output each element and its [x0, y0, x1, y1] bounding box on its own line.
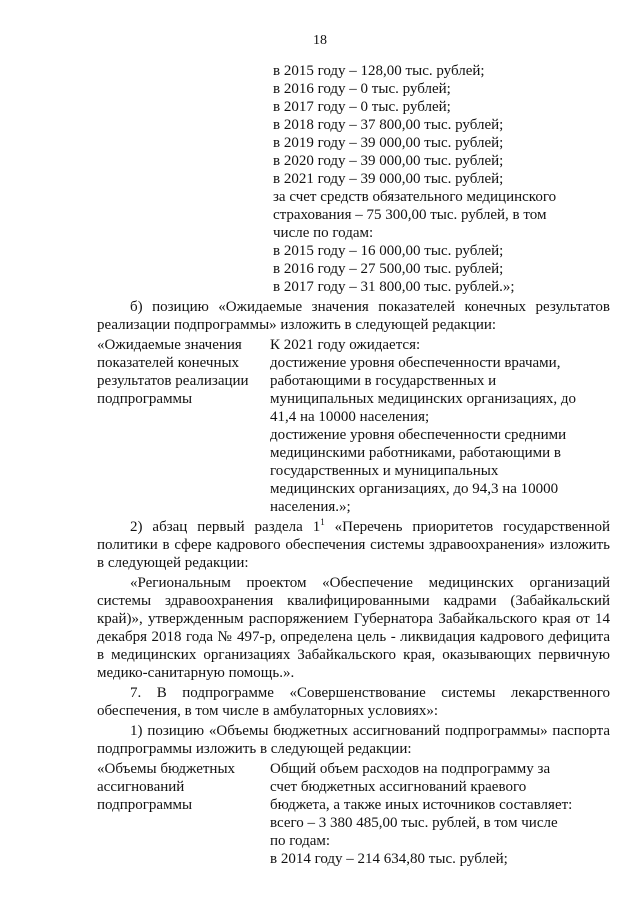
funding-line: в 2018 году – 37 800,00 тыс. рублей;: [273, 117, 504, 133]
paragraph-line: медико-санитарную помощь.».: [97, 665, 295, 681]
table-value-line: счет бюджетных ассигнований краевого: [270, 779, 527, 795]
table-value-line: достижение уровня обеспеченности врачами,: [270, 355, 561, 371]
funding-line: в 2020 году – 39 000,00 тыс. рублей;: [273, 153, 504, 169]
funding-line: в 2017 году – 31 800,00 тыс. рублей.»;: [273, 279, 515, 295]
paragraph-line: декабря 2018 года № 497-р, определена цель - ликвидация кадрового дефицита: [97, 629, 610, 645]
table-value-line: работающими в государственных и: [270, 373, 497, 389]
paragraph-line: «Региональным проектом «Обеспечение медицинских организаций: [130, 575, 610, 591]
paragraph-line: политики в сфере кадрового обеспечения системы здравоохранения» изложить: [97, 537, 610, 553]
table-value-line: К 2021 году ожидается:: [270, 337, 421, 353]
funding-line: в 2019 году – 39 000,00 тыс. рублей;: [273, 135, 504, 151]
table-label-line: «Ожидаемые значения: [97, 337, 242, 353]
paragraph-line: обеспечения, в том числе в амбулаторных условиях»:: [97, 703, 439, 719]
table-value-line: достижение уровня обеспеченности средними: [270, 427, 567, 443]
paragraph-line: в следующей редакции:: [97, 555, 249, 571]
superscript: 1: [320, 518, 325, 527]
funding-line: страхования – 75 300,00 тыс. рублей, в том: [273, 207, 547, 223]
table-value-line: Общий объем расходов на подпрограмму за: [270, 761, 551, 777]
funding-line: в 2016 году – 27 500,00 тыс. рублей;: [273, 261, 504, 277]
table-value-line: всего – 3 380 485,00 тыс. рублей, в том числе: [270, 815, 558, 831]
paragraph-line: б) позицию «Ожидаемые значения показателей конечных результатов: [130, 299, 610, 315]
table-label-line: подпрограммы: [97, 391, 193, 407]
funding-line: числе по годам:: [273, 225, 374, 241]
funding-line: в 2015 году – 16 000,00 тыс. рублей;: [273, 243, 504, 259]
funding-line: в 2016 году – 0 тыс. рублей;: [273, 81, 451, 97]
paragraph-line: системы здравоохранения квалифицированными кадрами (Забайкальский: [97, 593, 610, 609]
table-value-line: муниципальных медицинских организациях, до: [270, 391, 577, 407]
table-value-line: медицинских организациях, до 94,3 на 10000: [270, 481, 559, 497]
table-value-line: государственных и муниципальных: [270, 463, 499, 479]
funding-line: в 2021 году – 39 000,00 тыс. рублей;: [273, 171, 504, 187]
table-label-line: «Объемы бюджетных: [97, 761, 236, 777]
table-label-line: показателей конечных: [97, 355, 240, 371]
table-value-line: медицинскими работниками, работающими в: [270, 445, 561, 461]
paragraph-line: 1) позицию «Объемы бюджетных ассигнований подпрограммы» паспорта: [130, 723, 610, 739]
paragraph-line: реализации подпрограммы» изложить в следующей редакции:: [97, 317, 497, 333]
table-label-line: подпрограммы: [97, 797, 193, 813]
table-value-line: по годам:: [270, 833, 331, 849]
table-value-line: населения.»;: [270, 499, 351, 515]
paragraph-line: в медицинских организациях Забайкальского края, оказывающих первичную: [97, 647, 610, 663]
paragraph-text: «Перечень приоритетов государственной: [324, 519, 610, 535]
table-value-line: бюджета, а также иных источников составляет:: [270, 797, 573, 813]
paragraph-line: [130, 518, 610, 536]
paragraph-line: 7. В подпрограмме «Совершенствование системы лекарственного: [130, 685, 610, 701]
paragraph-line: край)», утвержденным распоряжением Губернатора Забайкальского края от 14: [97, 611, 610, 627]
table-value-line: в 2014 году – 214 634,80 тыс. рублей;: [270, 851, 508, 867]
table-label-line: ассигнований: [97, 779, 185, 795]
paragraph-line: подпрограммы изложить в следующей редакции:: [97, 741, 412, 757]
funding-line: в 2015 году – 128,00 тыс. рублей;: [273, 63, 485, 79]
table-value-line: 41,4 на 10000 населения;: [270, 409, 430, 425]
funding-line: в 2017 году – 0 тыс. рублей;: [273, 99, 451, 115]
paragraph-text: 2) абзац первый раздела 1: [130, 519, 321, 535]
page-number: 18: [313, 33, 327, 48]
funding-line: за счет средств обязательного медицинского: [273, 189, 557, 205]
table-label-line: результатов реализации: [97, 373, 249, 389]
